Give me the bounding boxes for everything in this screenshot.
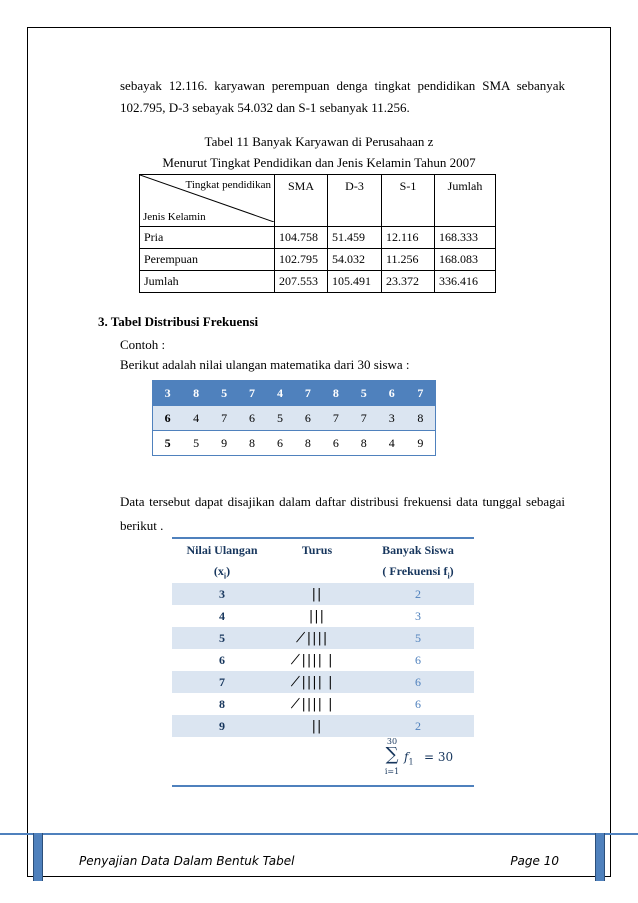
sum-f-sub: 1 — [408, 757, 414, 767]
table-cell: 105.491 — [328, 271, 382, 293]
frequency-cell: 6 — [415, 652, 421, 667]
grid-cell: 7 — [238, 381, 266, 406]
grid-cell: 7 — [210, 406, 238, 431]
value-cell: 9 — [172, 715, 272, 737]
grid-cell: 6 — [322, 431, 350, 456]
footer-bar-right — [595, 833, 605, 881]
tally-cell: ̸|||| — [272, 627, 362, 649]
value-cell: 7 — [172, 671, 272, 693]
footer-title: Penyajian Data Dalam Bentuk Tabel — [79, 854, 295, 868]
value-cell: 8 — [219, 696, 225, 711]
grid-cell: 6 — [378, 381, 406, 406]
grid-cell: 7 — [322, 406, 350, 431]
table-row — [172, 583, 474, 605]
score-grid — [152, 380, 436, 456]
grid-cell: 5 — [350, 381, 378, 406]
table-row — [172, 671, 474, 693]
grid-cell: 4 — [182, 406, 210, 431]
frequency-cell: 2 — [362, 583, 474, 605]
header-frequency: Banyak Siswa — [382, 542, 454, 557]
table-row — [172, 605, 474, 627]
header-value — [172, 538, 272, 561]
grid-cell: 3 — [378, 406, 406, 431]
empty-cell — [272, 561, 362, 583]
text2-line-2: berikut . — [120, 518, 164, 533]
grid-cell: 4 — [378, 431, 406, 456]
col-header: SMA — [275, 175, 328, 227]
grid-cell: 8 — [238, 431, 266, 456]
table-cell: 104.758 — [275, 227, 328, 249]
page-number: Page 10 — [510, 854, 559, 868]
table11-caption-2: Menurut Tingkat Pendidikan dan Jenis Kelamin Tahun 2007 — [162, 155, 476, 170]
grid-cell: 9 — [210, 431, 238, 456]
value-cell: 3 — [172, 583, 272, 605]
sum-upper: 30 — [386, 737, 398, 746]
value-cell: 6 — [219, 652, 225, 667]
col-header: Jumlah — [435, 175, 496, 227]
footer-divider — [0, 833, 638, 835]
frequency-cell: 6 — [362, 671, 474, 693]
grid-row — [153, 406, 436, 431]
tally-cell: ̸|||| | — [300, 652, 334, 668]
tally-cell: || — [272, 583, 362, 605]
grid-cell: 6 — [266, 431, 294, 456]
frequency-cell: 3 — [415, 608, 421, 623]
grid-cell: 6 — [238, 406, 266, 431]
header-f-sub: i — [447, 571, 450, 581]
table-cell: 336.416 — [435, 271, 496, 293]
grid-row — [153, 431, 436, 456]
tally-cell: ̸|||| | — [300, 696, 334, 712]
row-label: Jumlah — [140, 271, 275, 293]
header-x-close: ) — [226, 563, 231, 578]
grid-cell: 6 — [153, 406, 183, 431]
table-row — [172, 693, 474, 715]
section-description: Berikut adalah nilai ulangan matematika dari 30 siswa : — [120, 357, 410, 372]
grid-cell: 6 — [294, 406, 322, 431]
diagonal-header-cell — [140, 175, 275, 227]
table-cell: 207.553 — [275, 271, 328, 293]
col-header: D-3 — [328, 175, 382, 227]
grid-cell: 8 — [182, 381, 210, 406]
header-value-label: Nilai Ulangan — [186, 542, 258, 557]
header-x-sub: i — [223, 571, 227, 581]
header-education-label: Tingkat pendidikan — [185, 179, 271, 191]
empty-cell — [272, 737, 362, 786]
sum-expression — [404, 750, 414, 766]
row-label: Pria — [140, 227, 275, 249]
table-cell: 102.795 — [275, 249, 328, 271]
intro-line-1: sebayak 12.116. karyawan perempuan denga tingkat pendidikan SMA sebanyak — [120, 78, 565, 93]
table-row — [172, 649, 474, 671]
header-x: (x — [213, 563, 224, 578]
grid-cell: 8 — [406, 406, 436, 431]
grid-cell: 8 — [294, 431, 322, 456]
intro-line-2: 102.795, D-3 sebayak 54.032 dan S-1 sebanyak 11.256. — [120, 100, 410, 115]
row-label: Perempuan — [140, 249, 275, 271]
value-cell: 5 — [172, 627, 272, 649]
grid-cell: 3 — [153, 381, 183, 406]
table-row — [140, 249, 496, 271]
grid-cell: 7 — [350, 406, 378, 431]
grid-cell: 5 — [153, 431, 183, 456]
table-cell: 12.116 — [382, 227, 435, 249]
header-gender-label: Jenis Kelamin — [143, 211, 206, 223]
sum-f: f — [404, 750, 409, 764]
col-header: S-1 — [382, 175, 435, 227]
text2-line-1: Data tersebut dapat disajikan dalam daftar distribusi frekuensi data tunggal sebagai — [120, 494, 565, 509]
table-cell: 11.256 — [382, 249, 435, 271]
table-cell: 168.333 — [435, 227, 496, 249]
grid-cell: 4 — [266, 381, 294, 406]
header-frequency-symbol — [362, 561, 474, 583]
empty-cell — [172, 737, 272, 786]
footer-bar-left — [33, 833, 43, 881]
table-cell: 54.032 — [328, 249, 382, 271]
sum-result: = 30 — [424, 750, 454, 764]
grid-cell: 5 — [182, 431, 210, 456]
value-cell: 4 — [219, 608, 225, 623]
frequency-table — [172, 537, 474, 787]
sum-formula — [362, 737, 474, 786]
grid-cell: 8 — [322, 381, 350, 406]
sum-row — [172, 737, 474, 786]
grid-cell: 7 — [406, 381, 436, 406]
section-title: 3. Tabel Distribusi Frekuensi — [98, 314, 259, 329]
table-row — [140, 227, 496, 249]
table-cell: 51.459 — [328, 227, 382, 249]
grid-cell: 5 — [266, 406, 294, 431]
tally-cell: ̸|||| | — [272, 671, 362, 693]
frequency-cell: 6 — [415, 696, 421, 711]
grid-cell: 9 — [406, 431, 436, 456]
table-row — [140, 271, 496, 293]
header-tally: Turus — [301, 542, 333, 557]
table11-caption-1: Tabel 11 Banyak Karyawan di Perusahaan z — [204, 134, 434, 149]
grid-cell: 7 — [294, 381, 322, 406]
grid-row — [153, 381, 436, 406]
grid-cell: 8 — [350, 431, 378, 456]
table-row — [172, 715, 474, 737]
frequency-cell: 2 — [362, 715, 474, 737]
header-value-symbol — [172, 561, 272, 583]
table-cell: 23.372 — [382, 271, 435, 293]
tally-cell: ||| — [308, 608, 326, 624]
example-label: Contoh : — [120, 337, 166, 352]
header-f: ( Frekuensi f — [382, 563, 448, 578]
frequency-cell: 5 — [362, 627, 474, 649]
sigma-icon: ∑ — [385, 744, 399, 765]
table-11 — [139, 174, 496, 293]
tally-cell: || — [272, 715, 362, 737]
table-cell: 168.083 — [435, 249, 496, 271]
grid-cell: 5 — [210, 381, 238, 406]
sum-lower: i=1 — [384, 767, 400, 776]
header-f-close: ) — [449, 563, 454, 578]
table-row — [172, 627, 474, 649]
